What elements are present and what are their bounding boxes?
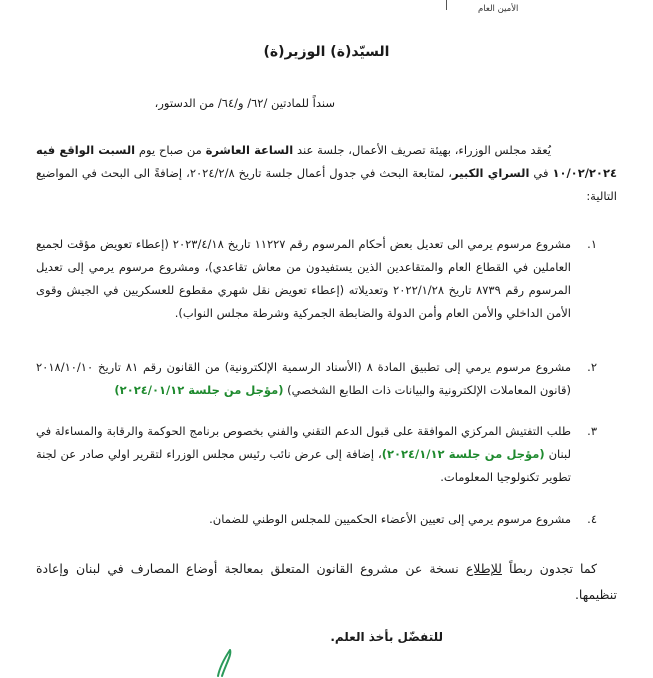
meeting-announcement — [36, 139, 617, 208]
item-number: ٣. — [587, 424, 597, 438]
meeting-place: السراي الكبير — [451, 166, 530, 180]
item-number: ٢. — [587, 360, 597, 374]
agenda-item — [36, 508, 617, 531]
meeting-date: السبت الواقع فيه ١٠/٠٢/٢٠٢٤ — [36, 143, 617, 180]
document-title: السيّد(ة) الوزير(ة) — [263, 44, 390, 60]
item-number: ٤. — [587, 512, 597, 526]
postponed-note: (مؤجل من جلسة ٢٠٢٤/٠١/١٢) — [114, 383, 284, 397]
item-body: ، إضافة إلى عرض نائب رئيس مجلس الوزراء لتقرير اولي صادر عن لجنة تطوير تكنولوجيا المعلومات. — [36, 447, 571, 484]
announcement-text: من صباح يوم — [135, 143, 206, 157]
item-text: مشروع مرسوم يرمي الى تعديل بعض أحكام المرسوم رقم ١١٢٢٧ تاريخ ٢٠٢٣/٤/١٨ (إعطاء تعويض مؤقت لجميع العاملين في القطاع العام والمتقاعدين الذين يستفيدون من معاش تقاعدي)، ومشروع مرسوم يرمي إلى تعديل المرسوم رقم ٨٧٣٩ تاريخ ٢٠٢٢/١/٢٨ وتعديلاته (إعطاء تعويض نقل شهري مقطوع للعسكريين في الجيش وقوى الأمن الداخلي والأمن العام وأمن الدولة والضابطة الجمركية وشرطة مجلس النواب). — [36, 237, 572, 320]
item-text — [36, 356, 571, 402]
agenda-item — [36, 233, 617, 325]
legal-basis-line: سنداً للمادتين /٦٢/ و/٦٤/ من الدستور، — [154, 96, 335, 110]
agenda-item — [36, 356, 617, 402]
signoff-line: للتفضّل بأخذ العلم. — [330, 630, 443, 644]
item-body: طلب التفتيش المركزي الموافقة على قبول الدعم التقني والفني بخصوص برنامج الحوكمة والرقابة والمساءلة في لبنان — [36, 424, 571, 461]
item-text: مشروع مرسوم يرمي إلى تعيين الأعضاء الحكميين للمجلس الوطني للضمان. — [209, 512, 571, 526]
postponed-note: (مؤجل من جلسة ٢٠٢٤/١/١٢) — [381, 447, 545, 461]
secretary-general-label: الأمين العام — [478, 4, 519, 14]
item-text — [36, 420, 571, 489]
underlined-word: للإطلاع — [465, 561, 502, 576]
item-number: ١. — [587, 237, 597, 251]
signature-icon — [208, 648, 238, 678]
closing-text: نسخة عن مشروع القانون المتعلق بمعالجة أوضاع المصارف في لبنان وإعادة تنظيمها. — [36, 561, 617, 602]
header-rule — [446, 0, 447, 10]
announcement-text: يُعقد مجلس الوزراء، بهيئة تصريف الأعمال، جلسة عند — [293, 143, 551, 157]
attachment-note — [36, 556, 617, 608]
closing-text: كما تجدون ربطاً — [501, 561, 597, 576]
announcement-text: ، لمتابعة البحث في جدول أعمال جلسة تاريخ ٢٠٢٤/٢/٨، إضافةً الى البحث في المواضيع التالية: — [36, 166, 617, 203]
announcement-text: في — [529, 166, 553, 180]
item-body: مشروع مرسوم يرمي إلى تطبيق المادة ٨ (الأسناد الرسمية الإلكترونية) من القانون رقم ٨١ تاريخ ٢٠١٨/١٠/١٠ (قانون المعاملات الإلكترونية والبيانات ذات الطابع الشخصي) — [36, 360, 571, 397]
agenda-item — [36, 420, 617, 489]
meeting-time: الساعة العاشرة — [205, 143, 294, 157]
